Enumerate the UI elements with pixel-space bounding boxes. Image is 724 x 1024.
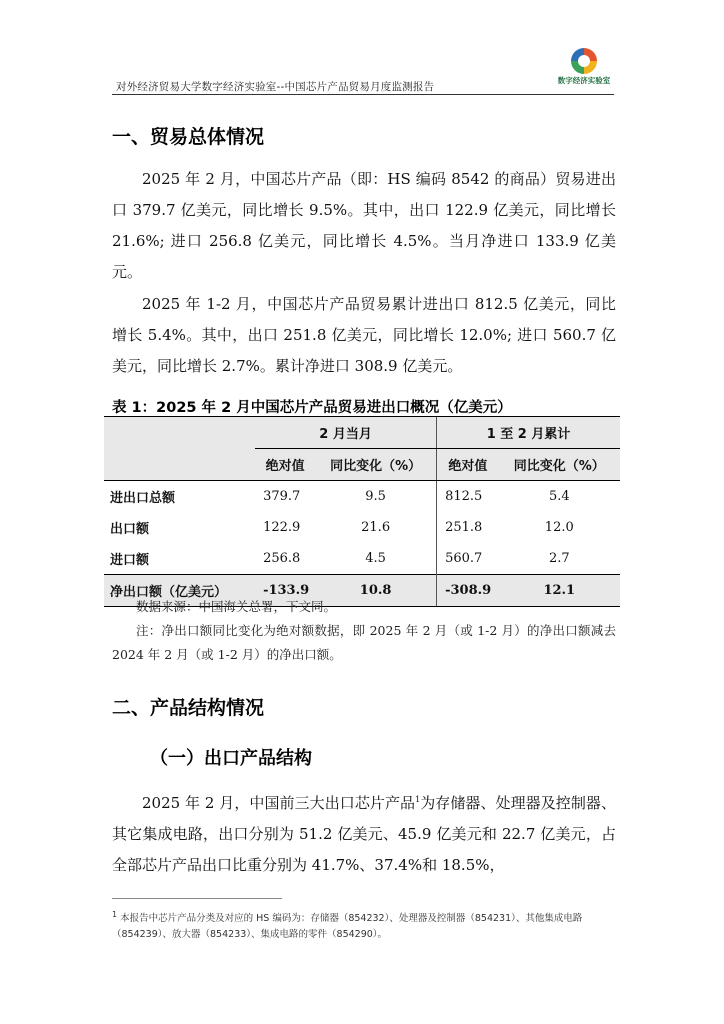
table-row <box>104 512 620 543</box>
cell-feb-yoy: 9.5 <box>365 489 386 504</box>
table-row <box>104 543 620 575</box>
row-label-net-export: 净出口额（亿美元） <box>104 575 255 607</box>
row-label-import: 进口额 <box>110 553 150 568</box>
row-label-export: 出口额 <box>110 522 150 537</box>
col-header-cum-value: 绝对值 <box>437 449 499 481</box>
table-caption: 表 1：2025 年 2 月中国芯片产品贸易进出口概况（亿美元） <box>112 400 512 416</box>
footnote-reference[interactable]: 1 <box>415 795 421 804</box>
cell-feb-yoy: 10.8 <box>315 575 436 607</box>
row-label-total: 进出口总额 <box>110 491 176 506</box>
table-source-note: 数据来源：中国海关总署，下文同。 <box>136 599 337 614</box>
cell-cum-value: -308.9 <box>437 575 499 607</box>
cell-cum-yoy: 2.7 <box>548 551 570 566</box>
lab-logo <box>552 48 616 94</box>
cell-feb-value: -133.9 <box>255 575 315 607</box>
table-footnote: 注：净出口额同比变化为绝对额数据，即 2025 年 2 月（或 1-2 月）的净出口额减去 2024 年 2 月（或 1-2 月）的净出口额。 <box>112 623 616 662</box>
paragraph-text-start: 2025 年 2 月，中国前三大出口芯片产品 <box>142 794 416 812</box>
cell-feb-value: 379.7 <box>263 489 301 504</box>
col-header-feb-value: 绝对值 <box>255 449 315 481</box>
cell-feb-yoy: 4.5 <box>365 551 386 566</box>
table-row <box>104 481 620 513</box>
paragraph-text-rest: 为存储器、处理器及控制器、其它集成电路，出口分别为 51.2 亿美元、45.9 亿美元和 22.7 亿美元，占全部芯片产品出口比重分别为 41.7%、37.4%和 18.5%， <box>112 794 616 874</box>
table-corner <box>104 417 255 449</box>
cell-feb-value: 256.8 <box>263 551 301 566</box>
section-heading-product-structure: 二、产品结构情况 <box>112 697 265 719</box>
logo-text: 数字经济实验室 <box>557 76 611 85</box>
footnote-text: 本报告中芯片产品分类及对应的 HS 编码为：存储器（854232）、处理器及控制器（854231）、其他集成电路（854239）、放大器（854233）、集成电路的零件（854290）。 <box>112 913 583 941</box>
cell-cum-yoy: 12.0 <box>544 520 574 535</box>
group-header-jan-feb: 1 至 2 月累计 <box>437 417 620 449</box>
cell-cum-yoy: 5.4 <box>548 489 570 504</box>
footnote-mark: 1 <box>112 910 118 919</box>
cell-feb-yoy: 21.6 <box>361 520 391 535</box>
paragraph-feb-trade: 2025 年 2 月，中国芯片产品（即：HS 编码 8542 的商品）贸易进出口 379.7 亿美元，同比增长 9.5%。其中，出口 122.9 亿美元，同比增长 21.6%; 进口 256.8 亿美元，同比增长 4.5%。当月净进口 133.9 亿美元。 <box>112 170 616 281</box>
footnote-divider <box>112 898 282 899</box>
cell-cum-yoy: 12.1 <box>499 575 620 607</box>
logo-icon <box>571 48 597 74</box>
cell-feb-value: 122.9 <box>263 520 301 535</box>
report-header-title: 对外经济贸易大学数字经济实验室--中国芯片产品贸易月度监测报告 <box>116 81 435 93</box>
cell-cum-value: 251.8 <box>437 512 499 543</box>
section-heading-trade-overview: 一、贸易总体情况 <box>112 126 265 148</box>
group-header-feb: 2 月当月 <box>255 417 437 449</box>
footnote <box>112 907 618 943</box>
cell-cum-value: 560.7 <box>437 543 499 575</box>
col-header-cum-yoy: 同比变化（%） <box>499 449 620 481</box>
header-divider <box>112 94 614 95</box>
trade-summary-table <box>104 416 620 607</box>
col-header-feb-yoy: 同比变化（%） <box>315 449 436 481</box>
cell-cum-value: 812.5 <box>437 481 499 513</box>
paragraph-jan-feb-trade: 2025 年 1-2 月，中国芯片产品贸易累计进出口 812.5 亿美元，同比增长 5.4%。其中，出口 251.8 亿美元，同比增长 12.0%; 进口 560.7 亿美元，同比增长 2.7%。累计净进口 308.9 亿美元。 <box>112 295 616 375</box>
table-corner-lower <box>104 449 255 481</box>
subsection-heading-export-structure: （一）出口产品结构 <box>150 748 312 769</box>
paragraph-export-structure <box>112 784 616 881</box>
